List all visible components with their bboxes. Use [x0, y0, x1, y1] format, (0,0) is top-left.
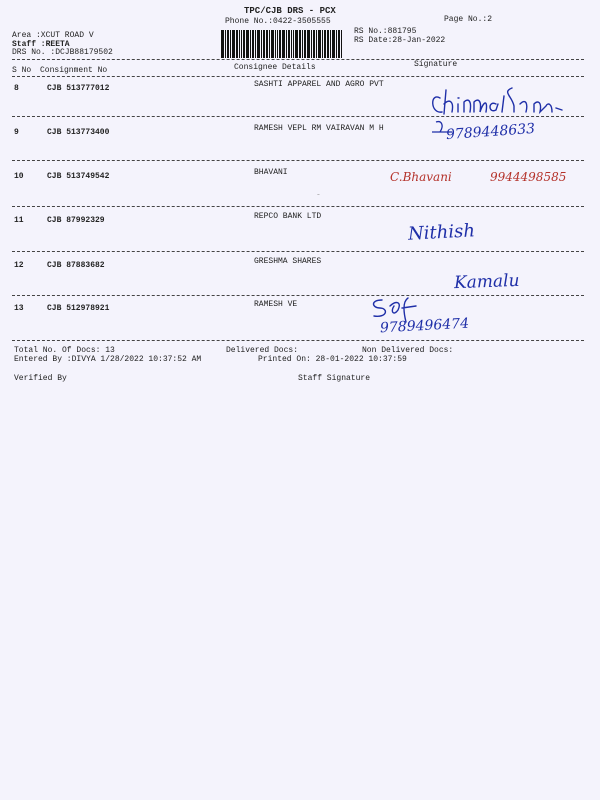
- phone-number: Phone No.:0422-3505555: [225, 17, 331, 26]
- handwritten-signature: Nithish: [407, 220, 476, 245]
- document-title: TPC/CJB DRS - PCX: [244, 6, 336, 16]
- row-consignment: CJB 87883682: [47, 261, 105, 270]
- row-consignee: BHAVANI: [254, 168, 288, 177]
- divider: [12, 340, 584, 341]
- col-header-sno: S No: [12, 66, 32, 75]
- row-sno: 13: [14, 304, 24, 313]
- divider: [12, 206, 584, 207]
- ink-mark: ˇ: [316, 194, 321, 203]
- row-consignee: RAMESH VE: [254, 300, 298, 309]
- row-sno: 11: [14, 216, 24, 225]
- row-consignee: GRESHMA SHARES: [254, 257, 322, 266]
- col-header-consignee: Consignee Details: [234, 63, 316, 72]
- verified-by-label: Verified By: [14, 374, 67, 383]
- row-sno: 12: [14, 261, 24, 270]
- row-consignment: CJB 513749542: [47, 172, 110, 181]
- divider: [12, 76, 584, 77]
- divider: [12, 116, 584, 117]
- entered-by: Entered By :DIVYA 1/28/2022 10:37:52 AM: [14, 355, 202, 364]
- row-consignee: RAMESH VEPL RM VAIRAVAN M H: [254, 124, 384, 133]
- area-label: Area :XCUT ROAD V: [12, 31, 94, 40]
- divider: [12, 160, 584, 161]
- handwritten-phone: 9944498585: [490, 170, 567, 184]
- handwritten-signature: C.Bhavani: [390, 170, 452, 184]
- handwritten-phone: 9789496474: [379, 315, 470, 337]
- delivered-docs: Delivered Docs:: [226, 346, 299, 355]
- total-docs: Total No. Of Docs: 13: [14, 346, 115, 355]
- rs-number: RS No.:881795: [354, 27, 417, 36]
- row-consignment: CJB 87992329: [47, 216, 105, 225]
- handwritten-signature: [428, 86, 588, 155]
- divider: [12, 59, 584, 60]
- rs-date: RS Date:28-Jan-2022: [354, 36, 446, 45]
- staff-signature-label: Staff Signature: [298, 374, 371, 383]
- row-consignee: REPCO BANK LTD: [254, 212, 322, 221]
- row-consignee: SASHTI APPAREL AND AGRO PVT: [254, 80, 384, 89]
- divider: [12, 295, 584, 296]
- handwritten-signature: Kamalu: [453, 270, 520, 294]
- page-number: Page No.:2: [444, 15, 493, 24]
- non-delivered-docs: Non Delivered Docs:: [362, 346, 454, 355]
- row-consignment: CJB 513777012: [47, 84, 110, 93]
- row-sno: 9: [14, 128, 19, 137]
- row-consignment: CJB 513773400: [47, 128, 110, 137]
- barcode-image: [221, 30, 346, 58]
- drs-number: DRS No. :DCJB88179502: [12, 48, 113, 57]
- row-sno: 8: [14, 84, 19, 93]
- divider: [12, 251, 584, 252]
- printed-on: Printed On: 28-01-2022 10:37:59: [258, 355, 407, 364]
- handwritten-phone: 9789448633: [445, 120, 536, 144]
- row-sno: 10: [14, 172, 24, 181]
- col-header-signature: Signature: [414, 60, 458, 69]
- staff-label: Staff :REETA: [12, 40, 70, 49]
- col-header-consignment: Consignment No: [40, 66, 108, 75]
- row-consignment: CJB 512978921: [47, 304, 110, 313]
